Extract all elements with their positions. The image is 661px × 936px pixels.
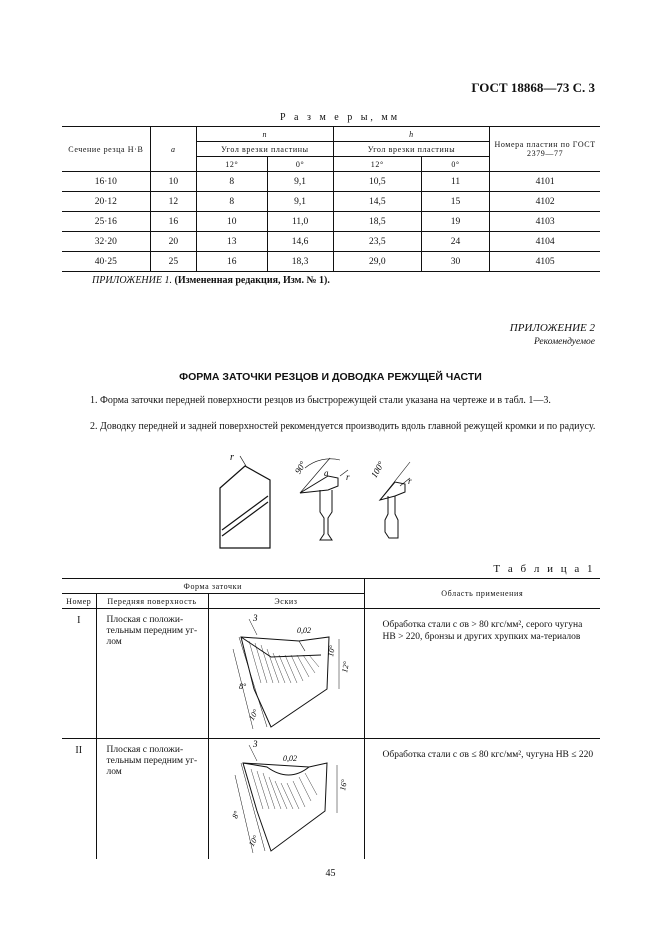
col-section-header: Сечение резца H·B	[62, 127, 150, 172]
cell: 24	[421, 232, 489, 252]
sketch-header: Эскиз	[208, 594, 364, 609]
cell: 4101	[490, 172, 600, 192]
paragraph-2: 2. Доводку передней и задней поверхностей рекомендуется производить вдоль главной режущей кромки и по радиусу.	[90, 421, 596, 432]
cell: 13	[196, 232, 267, 252]
form-header: Форма заточки	[62, 579, 364, 594]
sketch2-a4: 10°	[246, 833, 260, 848]
cell: 20	[150, 232, 196, 252]
cell: 30	[421, 252, 489, 272]
appendix2-heading	[510, 321, 595, 349]
appendix2-title: ПРИЛОЖЕНИЕ 2	[509, 322, 595, 334]
cell: 19	[421, 212, 489, 232]
appendix2-subtitle: Рекомендуемое	[533, 337, 595, 347]
cell: 10,5	[333, 172, 421, 192]
sketch-cell	[208, 609, 364, 739]
n-angle-subheader: Угол врезки пластины	[196, 142, 333, 157]
col-a-header: a	[150, 127, 196, 172]
row-number: I	[62, 609, 96, 739]
table-row	[62, 252, 600, 272]
cell: 11,0	[267, 212, 333, 232]
cell: 9,1	[267, 172, 333, 192]
cell: 20·12	[62, 192, 150, 212]
surface-cell: Плоская с положи-тельным передним уг-лом	[96, 609, 208, 739]
table-row	[62, 739, 600, 859]
cell: 29,0	[333, 252, 421, 272]
sketch1-a4: 8°	[238, 682, 246, 691]
cell: 10	[196, 212, 267, 232]
table-row	[62, 192, 600, 212]
sizes-table	[62, 126, 600, 272]
h-angle-subheader: Угол врезки пластины	[333, 142, 490, 157]
cell: 11	[421, 172, 489, 192]
paragraph-1: 1. Форма заточки передней поверхности резцов из быстрорежущей стали указана на чертеже и в табл. 1—3.	[90, 395, 551, 406]
fig-label-r3: r	[408, 476, 412, 486]
cell: 8	[196, 172, 267, 192]
section-title: ФОРМА ЗАТОЧКИ РЕЗЦОВ И ДОВОДКА РЕЖУЩЕЙ ЧАСТИ	[179, 371, 482, 383]
page-number: 45	[325, 868, 336, 879]
cell: 32·20	[62, 232, 150, 252]
area-header: Область применения	[364, 579, 600, 609]
sketch1-dim: 3	[252, 613, 257, 623]
area-cell: Обработка стали с σв ≤ 80 кгс/мм², чугуна НВ ≤ 220	[364, 739, 600, 859]
sketch1-a3: 12°	[339, 660, 351, 674]
col-n-header: n	[196, 127, 333, 142]
angle-header: 0°	[267, 157, 333, 172]
cell: 4103	[490, 212, 600, 232]
col-h-header: h	[333, 127, 490, 142]
sketch-1	[209, 609, 359, 733]
cell: 14,5	[333, 192, 421, 212]
table-row	[62, 172, 600, 192]
sketch2-a2: 16°	[337, 778, 349, 792]
sizes-table-title: Р а з м е р ы, мм	[280, 112, 401, 123]
fig-label-r2: r	[346, 472, 350, 482]
sketch-2	[209, 739, 359, 855]
sketch1-a5: 10°	[246, 707, 260, 722]
num-header: Номер	[62, 594, 96, 609]
cell: 25·16	[62, 212, 150, 232]
col-plates-header: Номера пластин по ГОСТ 2379—77	[490, 127, 600, 172]
sketch1-a1: 0,02	[296, 626, 311, 635]
fig-angle-100: 100°	[368, 459, 387, 480]
table-row	[62, 212, 600, 232]
sketch2-a3: 8°	[229, 809, 241, 820]
sketch2-a1: 0,02	[282, 754, 297, 763]
angle-header: 12°	[196, 157, 267, 172]
cell: 40·25	[62, 252, 150, 272]
cell: 4102	[490, 192, 600, 212]
table1-title: Т а б л и ц а 1	[493, 563, 595, 575]
angle-header: 12°	[333, 157, 421, 172]
area-cell: Обработка стали с σв > 80 кгс/мм², серого чугуна НВ > 220, бронзы и других хрупких ма-териалов	[364, 609, 600, 739]
fig-angle-90: 90°	[292, 459, 308, 476]
note-italic: ПРИЛОЖЕНИЕ 1.	[92, 275, 172, 286]
cell: 18,3	[267, 252, 333, 272]
sketch2-dim: 3	[252, 739, 257, 749]
surface-cell: Плоская с положи-тельным передним уг-лом	[96, 739, 208, 859]
appendix1-note	[92, 275, 330, 286]
cell: 14,6	[267, 232, 333, 252]
cell: 12	[150, 192, 196, 212]
cell: 23,5	[333, 232, 421, 252]
cell: 15	[421, 192, 489, 212]
page-header: ГОСТ 18868—73 С. 3	[471, 80, 595, 95]
cell: 16·10	[62, 172, 150, 192]
cell: 10	[150, 172, 196, 192]
angle-header: 0°	[421, 157, 489, 172]
cell: 8	[196, 192, 267, 212]
table-row	[62, 609, 600, 739]
cell: 16	[150, 212, 196, 232]
cell: 9,1	[267, 192, 333, 212]
cutter-drawing	[200, 448, 440, 556]
note-bold: (Измененная редакция, Изм. № 1).	[174, 275, 330, 286]
fig-label-a: a	[324, 468, 329, 478]
sketch-cell	[208, 739, 364, 859]
cell: 25	[150, 252, 196, 272]
sharpening-table	[62, 578, 600, 859]
cell: 16	[196, 252, 267, 272]
cell: 4104	[490, 232, 600, 252]
table-row	[62, 232, 600, 252]
cell: 18,5	[333, 212, 421, 232]
cell: 4105	[490, 252, 600, 272]
row-number: II	[75, 745, 83, 756]
surface-header: Передняя поверхность	[96, 594, 208, 609]
fig-label-r1: r	[230, 452, 234, 463]
sketch1-a2: 10°	[325, 644, 337, 658]
